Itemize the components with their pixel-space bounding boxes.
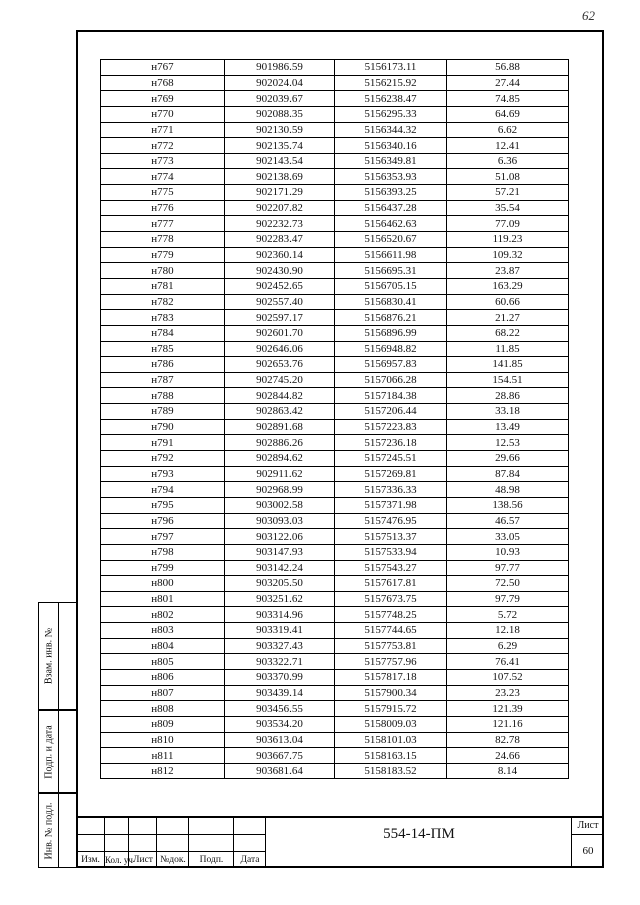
y-coordinate-cell: 5156349.81 — [335, 153, 447, 169]
x-coordinate-cell: 902886.26 — [225, 435, 335, 451]
y-coordinate-cell: 5156611.98 — [335, 247, 447, 263]
x-coordinate-cell: 903613.04 — [225, 732, 335, 748]
distance-cell: 68.22 — [447, 325, 569, 341]
distance-cell: 5.72 — [447, 607, 569, 623]
point-name-cell: н774 — [101, 169, 225, 185]
distance-cell: 13.49 — [447, 419, 569, 435]
table-row — [101, 200, 569, 216]
table-row — [101, 435, 569, 451]
distance-cell: 77.09 — [447, 216, 569, 232]
distance-cell: 33.18 — [447, 404, 569, 420]
x-coordinate-cell: 902557.40 — [225, 294, 335, 310]
point-name-cell: н778 — [101, 232, 225, 248]
x-coordinate-cell: 903327.43 — [225, 638, 335, 654]
point-name-cell: н779 — [101, 247, 225, 263]
y-coordinate-cell: 5156295.33 — [335, 106, 447, 122]
distance-cell: 138.56 — [447, 497, 569, 513]
y-coordinate-cell: 5156957.83 — [335, 357, 447, 373]
y-coordinate-cell: 5157371.98 — [335, 497, 447, 513]
distance-cell: 56.88 — [447, 60, 569, 76]
table-row — [101, 341, 569, 357]
point-name-cell: н801 — [101, 591, 225, 607]
point-name-cell: н797 — [101, 529, 225, 545]
y-coordinate-cell: 5156896.99 — [335, 325, 447, 341]
y-coordinate-cell: 5158163.15 — [335, 748, 447, 764]
x-coordinate-cell: 902039.67 — [225, 91, 335, 107]
point-name-cell: н811 — [101, 748, 225, 764]
distance-cell: 11.85 — [447, 341, 569, 357]
point-name-cell: н799 — [101, 560, 225, 576]
x-coordinate-cell: 902844.82 — [225, 388, 335, 404]
y-coordinate-cell: 5157744.65 — [335, 623, 447, 639]
table-row — [101, 466, 569, 482]
point-name-cell: н810 — [101, 732, 225, 748]
table-row — [101, 404, 569, 420]
document-code: 554-14-ПМ — [383, 826, 455, 842]
table-row — [101, 372, 569, 388]
point-name-cell: н796 — [101, 513, 225, 529]
distance-cell: 10.93 — [447, 544, 569, 560]
distance-cell: 6.62 — [447, 122, 569, 138]
x-coordinate-cell: 902601.70 — [225, 325, 335, 341]
y-coordinate-cell: 5156173.11 — [335, 60, 447, 76]
point-name-cell: н780 — [101, 263, 225, 279]
distance-cell: 76.41 — [447, 654, 569, 670]
table-row — [101, 716, 569, 732]
x-coordinate-cell: 901986.59 — [225, 60, 335, 76]
table-row — [101, 153, 569, 169]
distance-cell: 97.79 — [447, 591, 569, 607]
y-coordinate-cell: 5157184.38 — [335, 388, 447, 404]
x-coordinate-cell: 902597.17 — [225, 310, 335, 326]
point-name-cell: н771 — [101, 122, 225, 138]
y-coordinate-cell: 5157269.81 — [335, 466, 447, 482]
distance-cell: 21.27 — [447, 310, 569, 326]
y-coordinate-cell: 5156393.25 — [335, 185, 447, 201]
distance-cell: 60.66 — [447, 294, 569, 310]
point-name-cell: н795 — [101, 497, 225, 513]
point-name-cell: н781 — [101, 278, 225, 294]
title-block — [76, 816, 604, 868]
y-coordinate-cell: 5157673.75 — [335, 591, 447, 607]
point-name-cell: н783 — [101, 310, 225, 326]
x-coordinate-cell: 903002.58 — [225, 497, 335, 513]
table-row — [101, 91, 569, 107]
y-coordinate-cell: 5158183.52 — [335, 763, 447, 779]
x-coordinate-cell: 902653.76 — [225, 357, 335, 373]
distance-cell: 119.23 — [447, 232, 569, 248]
point-name-cell: н794 — [101, 482, 225, 498]
table-row — [101, 591, 569, 607]
x-coordinate-cell: 902171.29 — [225, 185, 335, 201]
side-stamp-replaced-inv — [38, 602, 76, 710]
y-coordinate-cell: 5157915.72 — [335, 701, 447, 717]
table-row — [101, 669, 569, 685]
point-name-cell: н769 — [101, 91, 225, 107]
point-name-cell: н804 — [101, 638, 225, 654]
point-name-cell: н792 — [101, 451, 225, 467]
coordinates-table — [100, 59, 569, 779]
point-name-cell: н770 — [101, 106, 225, 122]
caption-izm: Изм. — [81, 855, 100, 865]
y-coordinate-cell: 5156238.47 — [335, 91, 447, 107]
table-row — [101, 607, 569, 623]
distance-cell: 12.41 — [447, 138, 569, 154]
y-coordinate-cell: 5157617.81 — [335, 576, 447, 592]
y-coordinate-cell: 5156695.31 — [335, 263, 447, 279]
table-row — [101, 294, 569, 310]
y-coordinate-cell: 5157245.51 — [335, 451, 447, 467]
table-row — [101, 748, 569, 764]
x-coordinate-cell: 903314.96 — [225, 607, 335, 623]
table-row — [101, 185, 569, 201]
y-coordinate-cell: 5156705.15 — [335, 278, 447, 294]
y-coordinate-cell: 5157476.95 — [335, 513, 447, 529]
point-name-cell: н775 — [101, 185, 225, 201]
distance-cell: 57.21 — [447, 185, 569, 201]
y-coordinate-cell: 5156437.28 — [335, 200, 447, 216]
y-coordinate-cell: 5156876.21 — [335, 310, 447, 326]
table-row — [101, 60, 569, 76]
point-name-cell: н776 — [101, 200, 225, 216]
table-row — [101, 247, 569, 263]
table-row — [101, 106, 569, 122]
x-coordinate-cell: 902360.14 — [225, 247, 335, 263]
distance-cell: 121.16 — [447, 716, 569, 732]
point-name-cell: н812 — [101, 763, 225, 779]
x-coordinate-cell: 903681.64 — [225, 763, 335, 779]
distance-cell: 141.85 — [447, 357, 569, 373]
side-stamp-original-inv — [38, 793, 76, 868]
x-coordinate-cell: 902894.62 — [225, 451, 335, 467]
point-name-cell: н790 — [101, 419, 225, 435]
distance-cell: 35.54 — [447, 200, 569, 216]
distance-cell: 12.18 — [447, 623, 569, 639]
table-row — [101, 623, 569, 639]
distance-cell: 51.08 — [447, 169, 569, 185]
y-coordinate-cell: 5157206.44 — [335, 404, 447, 420]
table-row — [101, 732, 569, 748]
table-row — [101, 638, 569, 654]
y-coordinate-cell: 5157236.18 — [335, 435, 447, 451]
x-coordinate-cell: 903667.75 — [225, 748, 335, 764]
point-name-cell: н768 — [101, 75, 225, 91]
distance-cell: 28.86 — [447, 388, 569, 404]
caption-n-dok: №док. — [160, 855, 186, 865]
table-row — [101, 325, 569, 341]
side-label-inv-podl: Инв. № подл. — [43, 802, 54, 859]
distance-cell: 74.85 — [447, 91, 569, 107]
table-row — [101, 701, 569, 717]
point-name-cell: н803 — [101, 623, 225, 639]
table-row — [101, 419, 569, 435]
x-coordinate-cell: 902863.42 — [225, 404, 335, 420]
y-coordinate-cell: 5157900.34 — [335, 685, 447, 701]
x-coordinate-cell: 903319.41 — [225, 623, 335, 639]
x-coordinate-cell: 902452.65 — [225, 278, 335, 294]
y-coordinate-cell: 5157336.33 — [335, 482, 447, 498]
point-name-cell: н787 — [101, 372, 225, 388]
point-name-cell: н800 — [101, 576, 225, 592]
distance-cell: 87.84 — [447, 466, 569, 482]
point-name-cell: н809 — [101, 716, 225, 732]
table-row — [101, 357, 569, 373]
y-coordinate-cell: 5157748.25 — [335, 607, 447, 623]
table-row — [101, 576, 569, 592]
x-coordinate-cell: 902207.82 — [225, 200, 335, 216]
point-name-cell: н782 — [101, 294, 225, 310]
distance-cell: 24.66 — [447, 748, 569, 764]
point-name-cell: н788 — [101, 388, 225, 404]
y-coordinate-cell: 5157223.83 — [335, 419, 447, 435]
x-coordinate-cell: 903456.55 — [225, 701, 335, 717]
point-name-cell: н805 — [101, 654, 225, 670]
side-label-podp-data: Подп. и дата — [43, 724, 54, 779]
table-row — [101, 560, 569, 576]
table-row — [101, 388, 569, 404]
x-coordinate-cell: 903093.03 — [225, 513, 335, 529]
distance-cell: 8.14 — [447, 763, 569, 779]
distance-cell: 33.05 — [447, 529, 569, 545]
x-coordinate-cell: 903205.50 — [225, 576, 335, 592]
distance-cell: 6.36 — [447, 153, 569, 169]
point-name-cell: н784 — [101, 325, 225, 341]
table-row — [101, 263, 569, 279]
x-coordinate-cell: 902283.47 — [225, 232, 335, 248]
side-label-vzam-inv: Взам. инв. № — [43, 627, 54, 685]
y-coordinate-cell: 5157753.81 — [335, 638, 447, 654]
point-name-cell: н772 — [101, 138, 225, 154]
x-coordinate-cell: 902891.68 — [225, 419, 335, 435]
y-coordinate-cell: 5157066.28 — [335, 372, 447, 388]
distance-cell: 82.78 — [447, 732, 569, 748]
x-coordinate-cell: 903142.24 — [225, 560, 335, 576]
x-coordinate-cell: 903251.62 — [225, 591, 335, 607]
distance-cell: 23.23 — [447, 685, 569, 701]
x-coordinate-cell: 902088.35 — [225, 106, 335, 122]
x-coordinate-cell: 903370.99 — [225, 669, 335, 685]
point-name-cell: н785 — [101, 341, 225, 357]
x-coordinate-cell: 902135.74 — [225, 138, 335, 154]
distance-cell: 107.52 — [447, 669, 569, 685]
x-coordinate-cell: 902646.06 — [225, 341, 335, 357]
handwritten-page-number: 62 — [582, 8, 595, 23]
caption-list: Лист — [133, 855, 153, 865]
y-coordinate-cell: 5156520.67 — [335, 232, 447, 248]
distance-cell: 109.32 — [447, 247, 569, 263]
point-name-cell: н798 — [101, 544, 225, 560]
side-stamp-signature-date — [38, 710, 76, 793]
x-coordinate-cell: 902024.04 — [225, 75, 335, 91]
distance-cell: 64.69 — [447, 106, 569, 122]
table-row — [101, 169, 569, 185]
distance-cell: 163.29 — [447, 278, 569, 294]
y-coordinate-cell: 5156215.92 — [335, 75, 447, 91]
point-name-cell: н806 — [101, 669, 225, 685]
distance-cell: 121.39 — [447, 701, 569, 717]
x-coordinate-cell: 903322.71 — [225, 654, 335, 670]
y-coordinate-cell: 5156948.82 — [335, 341, 447, 357]
y-coordinate-cell: 5156353.93 — [335, 169, 447, 185]
x-coordinate-cell: 902130.59 — [225, 122, 335, 138]
distance-cell: 46.57 — [447, 513, 569, 529]
point-name-cell: н791 — [101, 435, 225, 451]
sheet-label: Лист — [577, 820, 599, 831]
x-coordinate-cell: 902232.73 — [225, 216, 335, 232]
distance-cell: 12.53 — [447, 435, 569, 451]
point-name-cell: н777 — [101, 216, 225, 232]
y-coordinate-cell: 5156344.32 — [335, 122, 447, 138]
table-row — [101, 482, 569, 498]
distance-cell: 72.50 — [447, 576, 569, 592]
point-name-cell: н807 — [101, 685, 225, 701]
table-row — [101, 654, 569, 670]
x-coordinate-cell: 902911.62 — [225, 466, 335, 482]
point-name-cell: н802 — [101, 607, 225, 623]
x-coordinate-cell: 902745.20 — [225, 372, 335, 388]
x-coordinate-cell: 903122.06 — [225, 529, 335, 545]
distance-cell: 48.98 — [447, 482, 569, 498]
table-row — [101, 529, 569, 545]
caption-kol-uch: Кол. уч — [105, 855, 133, 865]
point-name-cell: н767 — [101, 60, 225, 76]
caption-data: Дата — [240, 855, 260, 865]
table-row — [101, 232, 569, 248]
distance-cell: 6.29 — [447, 638, 569, 654]
y-coordinate-cell: 5156340.16 — [335, 138, 447, 154]
distance-cell: 27.44 — [447, 75, 569, 91]
y-coordinate-cell: 5156462.63 — [335, 216, 447, 232]
sheet-number: 60 — [582, 845, 594, 857]
x-coordinate-cell: 902143.54 — [225, 153, 335, 169]
table-row — [101, 497, 569, 513]
y-coordinate-cell: 5158009.03 — [335, 716, 447, 732]
y-coordinate-cell: 5157533.94 — [335, 544, 447, 560]
table-row — [101, 544, 569, 560]
point-name-cell: н789 — [101, 404, 225, 420]
table-row — [101, 75, 569, 91]
point-name-cell: н773 — [101, 153, 225, 169]
y-coordinate-cell: 5158101.03 — [335, 732, 447, 748]
table-row — [101, 310, 569, 326]
point-name-cell: н786 — [101, 357, 225, 373]
y-coordinate-cell: 5157757.96 — [335, 654, 447, 670]
distance-cell: 23.87 — [447, 263, 569, 279]
point-name-cell: н808 — [101, 701, 225, 717]
point-name-cell: н793 — [101, 466, 225, 482]
table-row — [101, 122, 569, 138]
distance-cell: 29.66 — [447, 451, 569, 467]
x-coordinate-cell: 903534.20 — [225, 716, 335, 732]
x-coordinate-cell: 903439.14 — [225, 685, 335, 701]
y-coordinate-cell: 5157513.37 — [335, 529, 447, 545]
x-coordinate-cell: 902430.90 — [225, 263, 335, 279]
table-row — [101, 513, 569, 529]
table-row — [101, 278, 569, 294]
y-coordinate-cell: 5157543.27 — [335, 560, 447, 576]
distance-cell: 154.51 — [447, 372, 569, 388]
y-coordinate-cell: 5157817.18 — [335, 669, 447, 685]
table-row — [101, 685, 569, 701]
table-row — [101, 763, 569, 779]
x-coordinate-cell: 903147.93 — [225, 544, 335, 560]
caption-podp: Подп. — [199, 855, 224, 865]
table-row — [101, 138, 569, 154]
y-coordinate-cell: 5156830.41 — [335, 294, 447, 310]
distance-cell: 97.77 — [447, 560, 569, 576]
table-row — [101, 451, 569, 467]
x-coordinate-cell: 902968.99 — [225, 482, 335, 498]
table-row — [101, 216, 569, 232]
x-coordinate-cell: 902138.69 — [225, 169, 335, 185]
